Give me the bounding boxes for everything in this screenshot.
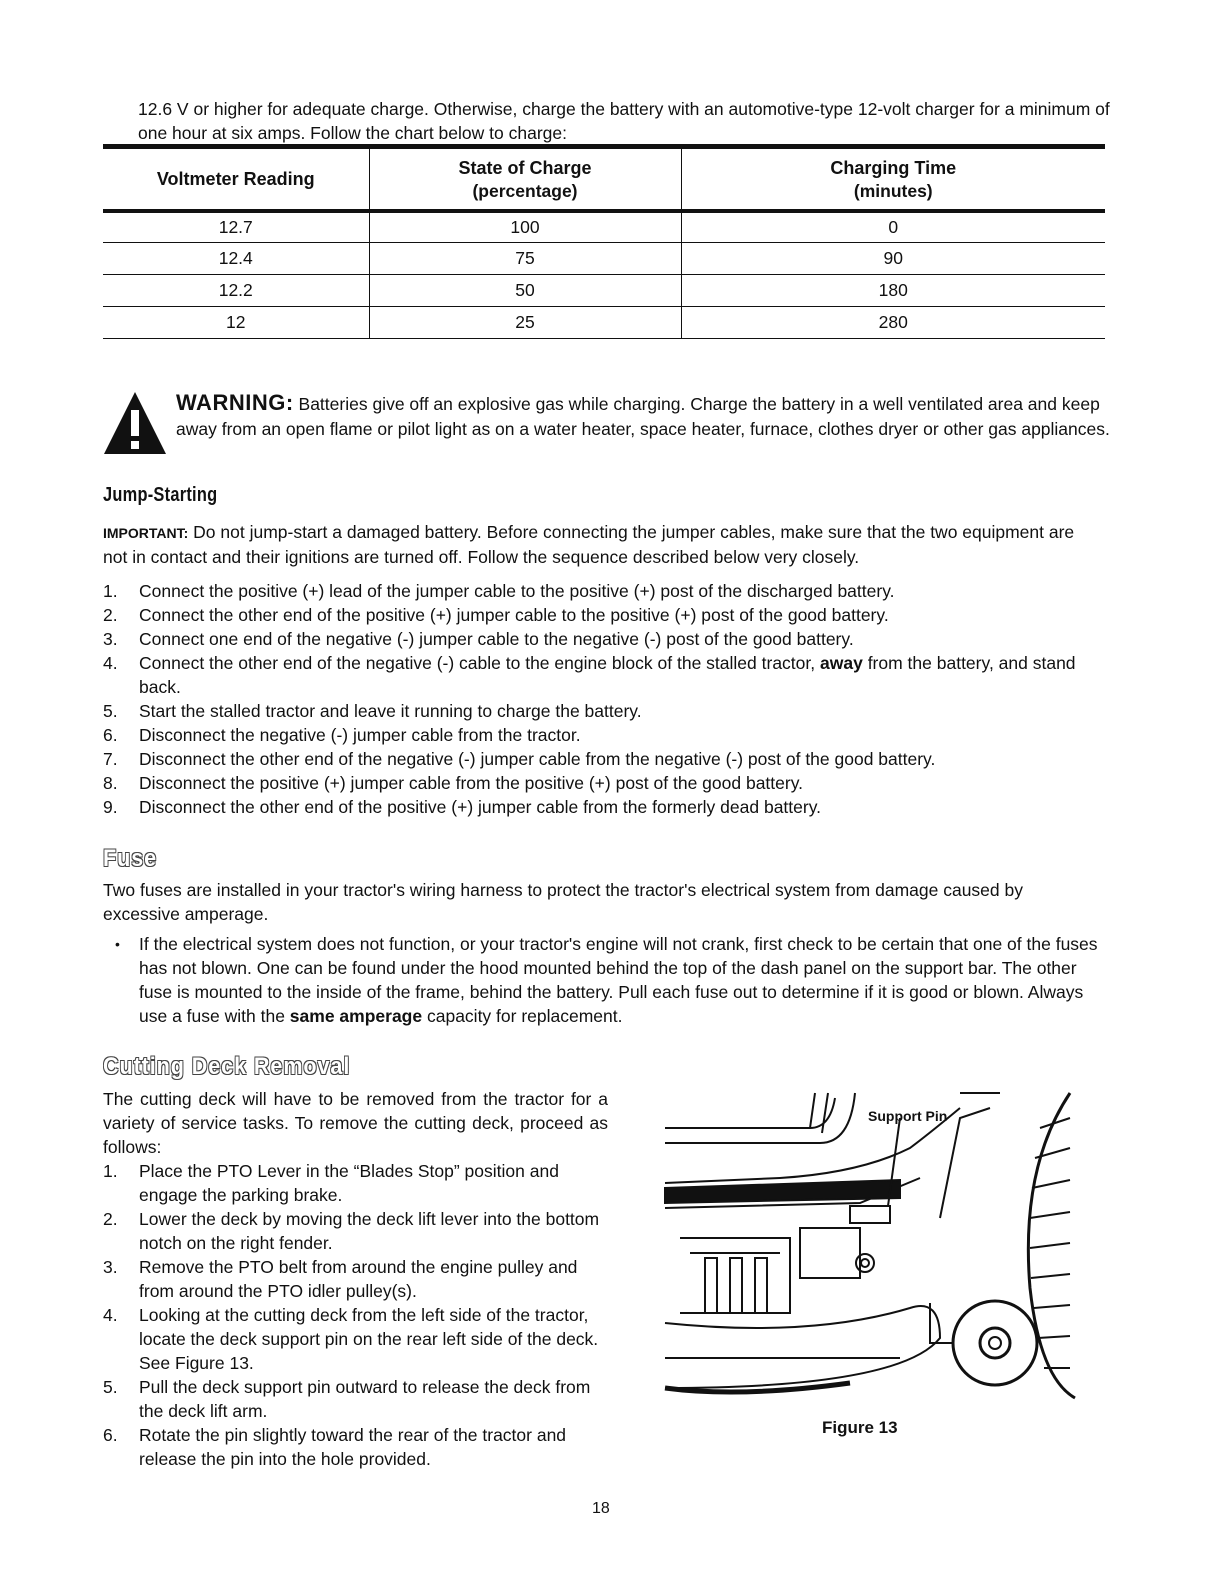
list-item: 2. Lower the deck by moving the deck lift lever into the bottom notch on the right fender. <box>103 1209 600 1253</box>
important-text: Do not jump-start a damaged battery. Before connecting the jumper cables, make sure that the two equipment are not in contact and their ignitions are turned off. Follow the sequence described below very closely. <box>103 522 1075 567</box>
table-cell: 25 <box>369 307 681 339</box>
fuse-bullet-item: • If the electrical system does not function, or your tractor's engine will not crank, first check to be certain that one of the fuses has not blown. One can be found under the hood mounted behind the top of the dash panel on the support bar. The other fuse is mounted to the inside of the frame, behind the battery. Pull each fuse out to determine if it is good or blown. Always use a fuse with the same amperage capacity for replacement. <box>115 934 1098 1026</box>
table-header-row <box>103 147 1105 211</box>
figure-13-illustration <box>660 1088 1080 1403</box>
list-item: 7. Disconnect the other end of the negative (-) jumper cable from the negative (-) post of the good battery. <box>103 749 936 769</box>
charging-table <box>103 144 1105 339</box>
fuse-heading: Fuse <box>103 845 158 872</box>
page-number: 18 <box>592 1500 610 1517</box>
warning-title: WARNING: <box>176 390 294 415</box>
header-charging-time: Charging Time (minutes) <box>681 147 1105 211</box>
table-row <box>103 275 1105 307</box>
list-item: 6. Disconnect the negative (-) jumper cable from the tractor. <box>103 725 581 745</box>
table-cell: 180 <box>681 275 1105 307</box>
deck-intro: The cutting deck will have to be removed from the tractor for a variety of service tasks. To remove the cutting deck, proceed as follows: <box>103 1089 608 1157</box>
header-voltmeter: Voltmeter Reading <box>103 147 369 211</box>
table-cell: 75 <box>369 243 681 275</box>
table-cell: 90 <box>681 243 1105 275</box>
intro-paragraph: 12.6 V or higher for adequate charge. Otherwise, charge the battery with an automotive-type 12-volt charger for a minimum of one hour at six amps. Follow the chart below to charge: <box>138 99 1110 143</box>
header-state-of-charge: State of Charge (percentage) <box>369 147 681 211</box>
fuse-intro: Two fuses are installed in your tractor's wiring harness to protect the tractor's electrical system from damage caused by excessive amperage. <box>103 880 1023 924</box>
emphasis-same-amperage: same amperage <box>289 1006 423 1026</box>
table-row <box>103 211 1105 243</box>
warning-block <box>176 391 1116 441</box>
list-item: 3. Connect one end of the negative (-) jumper cable to the negative (-) post of the good battery. <box>103 629 854 649</box>
jump-starting-heading: Jump-Starting <box>103 484 218 506</box>
list-item: 1. Place the PTO Lever in the “Blades Stop” position and engage the parking brake. <box>103 1161 559 1205</box>
list-item: 2. Connect the other end of the positive (+) jumper cable to the positive (+) post of the good battery. <box>103 605 889 625</box>
support-pin-callout: Support Pin <box>868 1108 948 1124</box>
important-note <box>103 520 1103 569</box>
figure-caption: Figure 13 <box>822 1418 898 1437</box>
jump-start-steps <box>103 579 1108 819</box>
list-item: 4. Connect the other end of the negative (-) cable to the engine block of the stalled tractor, away from the battery, and stand back. <box>103 653 1076 697</box>
list-item: 5. Start the stalled tractor and leave it running to charge the battery. <box>103 701 642 721</box>
table-row <box>103 243 1105 275</box>
table-cell: 0 <box>681 211 1105 243</box>
list-item: 8. Disconnect the positive (+) jumper cable from the positive (+) post of the good battery. <box>103 773 804 793</box>
deck-removal-steps <box>103 1159 608 1471</box>
table-cell: 280 <box>681 307 1105 339</box>
warning-text: Batteries give off an explosive gas while charging. Charge the battery in a well ventilated area and keep away from an open flame or pilot light as on a water heater, space heater, furnace, clothes dryer or other gas appliances. <box>176 394 1110 439</box>
list-item: 6. Rotate the pin slightly toward the rear of the tractor and release the pin into the hole provided. <box>103 1425 567 1469</box>
warning-triangle-icon <box>102 388 168 458</box>
table-cell: 12.7 <box>103 211 369 243</box>
list-item: 1. Connect the positive (+) lead of the jumper cable to the positive (+) post of the discharged battery. <box>103 581 895 601</box>
important-label: IMPORTANT: <box>103 525 189 541</box>
table-cell: 50 <box>369 275 681 307</box>
cutting-deck-heading: Cutting Deck Removal <box>103 1053 351 1080</box>
bullet-icon: • <box>115 936 120 952</box>
table-cell: 12.2 <box>103 275 369 307</box>
table-cell: 12.4 <box>103 243 369 275</box>
list-item: 3. Remove the PTO belt from around the engine pulley and from around the PTO idler pulley(s). <box>103 1257 578 1301</box>
list-item: 5. Pull the deck support pin outward to release the deck from the deck lift arm. <box>103 1377 591 1421</box>
table-cell: 100 <box>369 211 681 243</box>
list-item: 4. Looking at the cutting deck from the left side of the tractor, locate the deck support pin on the rear left side of the deck. See Figure 13. <box>103 1305 599 1373</box>
list-item: 9. Disconnect the other end of the positive (+) jumper cable from the formerly dead battery. <box>103 797 822 817</box>
emphasis-away: away <box>820 653 863 673</box>
table-cell: 12 <box>103 307 369 339</box>
table-row <box>103 307 1105 339</box>
